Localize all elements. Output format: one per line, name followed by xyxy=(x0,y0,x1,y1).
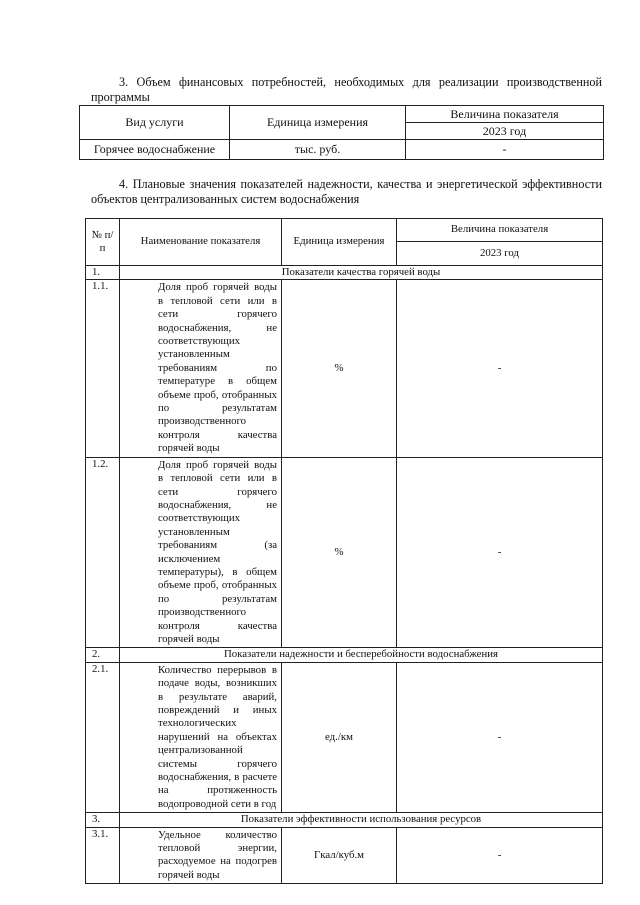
header-value: Величина показателя xyxy=(397,219,603,242)
cell-unit: тыс. руб. xyxy=(230,140,406,160)
section-4-heading xyxy=(91,177,602,207)
row-name: Удельное количество тепловой энергии, расходуемое на подогрев горячей воды xyxy=(120,827,282,884)
header-service-type: Вид услуги xyxy=(80,106,230,140)
table-header-row xyxy=(86,219,603,242)
row-name: Доля проб горячей воды в тепловой сети или в сети горячего водоснабжения, не соответствующих установленным требованиям (за исключением температуры), в общем объеме проб, отобранных по результатам производственного контроля качества горячей воды xyxy=(120,457,282,648)
table-row xyxy=(86,662,603,812)
header-name: Наименование показателя xyxy=(120,219,282,266)
row-unit: % xyxy=(282,280,397,457)
header-value: Величина показателя xyxy=(406,106,604,123)
header-num: № п/п xyxy=(86,219,120,266)
row-num: 1.2. xyxy=(86,457,120,648)
row-num: 3.1. xyxy=(86,827,120,884)
group-num: 2. xyxy=(86,648,120,662)
group-num: 3. xyxy=(86,813,120,827)
header-year: 2023 год xyxy=(397,242,603,266)
row-unit: Гкал/куб.м xyxy=(282,827,397,884)
group-title: Показатели надежности и бесперебойности водоснабжения xyxy=(120,648,603,662)
table-header-row xyxy=(80,106,604,123)
row-value: - xyxy=(397,457,603,648)
row-value: - xyxy=(397,280,603,457)
group-title: Показатели качества горячей воды xyxy=(120,266,603,280)
section-3-heading-text: 3. Объем финансовых потребностей, необходимых для реализации производственной программы xyxy=(91,75,602,104)
header-unit: Единица измерения xyxy=(230,106,406,140)
section-4-heading-text: 4. Плановые значения показателей надежности, качества и энергетической эффективности объектов централизованных систем водоснабжения xyxy=(91,177,602,206)
row-name: Доля проб горячей воды в тепловой сети или в сети горячего водоснабжения, не соответствующих установленным требованиям по температуре в общем объеме проб, отобранных по результатам производственного контроля качества горячей воды xyxy=(120,280,282,457)
header-unit: Единица измерения xyxy=(282,219,397,266)
cell-value: - xyxy=(406,140,604,160)
section-3-heading xyxy=(91,75,602,105)
cell-service: Горячее водоснабжение xyxy=(80,140,230,160)
section-row xyxy=(86,648,603,662)
header-year: 2023 год xyxy=(406,123,604,140)
row-value: - xyxy=(397,827,603,884)
group-title: Показатели эффективности использования ресурсов xyxy=(120,813,603,827)
row-unit: % xyxy=(282,457,397,648)
row-value: - xyxy=(397,662,603,812)
table-row xyxy=(80,140,604,160)
indicators-table xyxy=(85,218,603,884)
table-row xyxy=(86,827,603,884)
row-num: 2.1. xyxy=(86,662,120,812)
table-row xyxy=(86,280,603,457)
row-num: 1.1. xyxy=(86,280,120,457)
row-name: Количество перерывов в подаче воды, возникших в результате аварий, повреждений и иных технологических нарушений на объектах централизованной системы горячего водоснабжения, в расчете на протяженность водопроводной сети в год xyxy=(120,662,282,812)
group-num: 1. xyxy=(86,266,120,280)
section-row xyxy=(86,266,603,280)
table-row xyxy=(86,457,603,648)
row-unit: ед./км xyxy=(282,662,397,812)
financial-needs-table xyxy=(79,105,604,160)
section-row xyxy=(86,813,603,827)
